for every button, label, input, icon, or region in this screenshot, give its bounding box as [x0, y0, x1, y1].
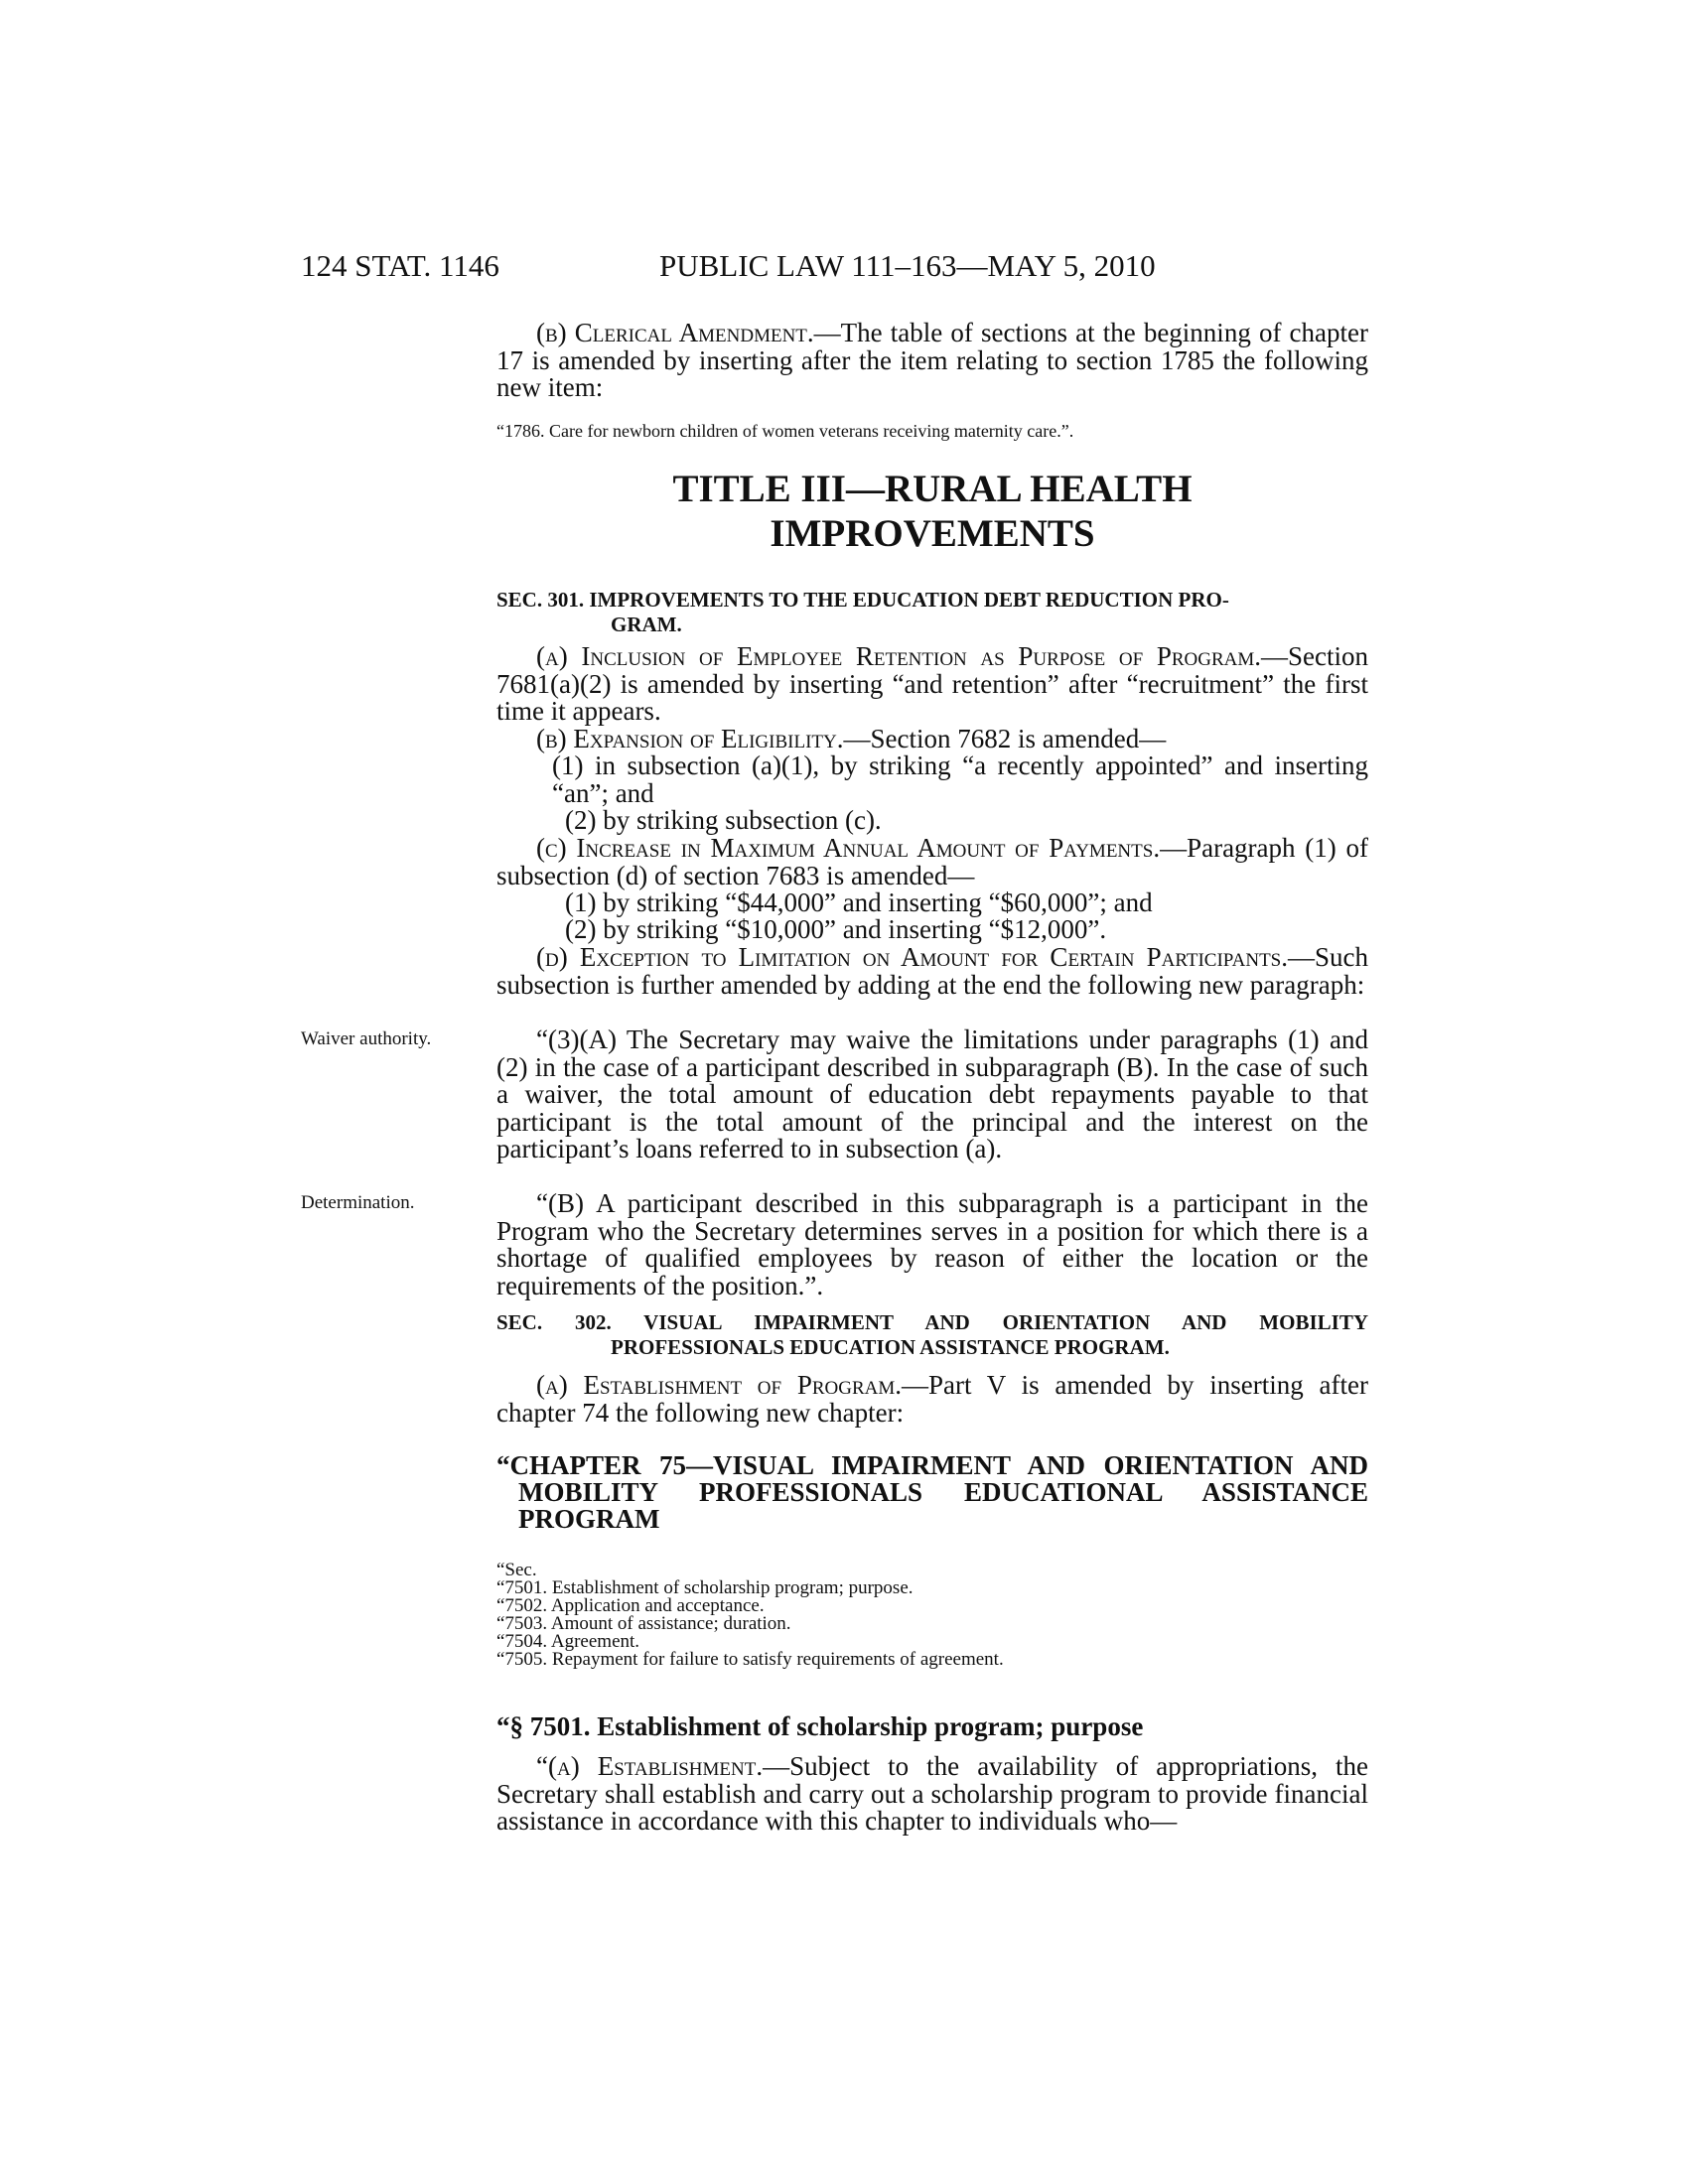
chapter75-toc: [496, 1562, 1368, 1669]
running-head: PUBLIC LAW 111–163—MAY 5, 2010: [659, 248, 1156, 283]
sec301-b2: (2) by striking subsection (c).: [565, 805, 882, 835]
sec301-a-heading: (a) Inclusion of Employee Retention as Purpose of Program.: [536, 641, 1261, 671]
sec301-a: [496, 643, 1368, 726]
toc-entry: “7502. Application and acceptance.: [496, 1595, 765, 1616]
sec301-c: [496, 835, 1368, 889]
sec301-c2: (2) by striking “$10,000” and inserting “$12,000”.: [565, 914, 1107, 944]
sec301-d: [496, 944, 1368, 999]
sec301-heading-line-1: SEC. 301. IMPROVEMENTS TO THE EDUCATION DEBT REDUCTION PRO-: [496, 588, 1229, 612]
section-7501-a-text: —Subject to the availability of appropriations, the Secretary shall establish and carry out a scholarship program to provide financial assistance in accordance with this chapter to individuals who—: [496, 1751, 1368, 1836]
margin-note-waiver: Waiver authority.: [301, 1028, 432, 1049]
title-line-2: IMPROVEMENTS: [770, 512, 1095, 555]
sec301-b1-text: (1) in subsection (a)(1), by striking “a recently appointed” and inserting “an”; and: [552, 751, 1368, 808]
clerical-heading: (b) Clerical Amendment.: [536, 318, 814, 347]
sec301-heading-line-2: GRAM.: [611, 613, 682, 636]
toc-entry: “Sec.: [496, 1560, 537, 1580]
title-line-1: TITLE III—RURAL HEALTH: [672, 468, 1193, 510]
toc-entry: “7501. Establishment of scholarship program; purpose.: [496, 1577, 914, 1598]
sec302-a: [496, 1372, 1368, 1427]
sec301-heading: [496, 588, 1368, 637]
chapter75-heading: [496, 1452, 1368, 1533]
sec302-a-text: —Part V is amended by inserting after chapter 74 the following new chapter:: [496, 1370, 1368, 1428]
sec301-a-text: —Section 7681(a)(2) is amended by inserting “and retention” after “recruitment” the first time it appears.: [496, 641, 1368, 726]
toc-entry: “7505. Repayment for failure to satisfy requirements of agreement.: [496, 1649, 1004, 1670]
sec302-heading-line-2: PROFESSIONALS EDUCATION ASSISTANCE PROGRAM.: [611, 1335, 1170, 1359]
sec301-b: [496, 726, 1368, 753]
sec301-c1: (1) by striking “$44,000” and inserting “$60,000”; and: [565, 887, 1153, 917]
sec302-heading: [496, 1310, 1368, 1360]
toc-entry: “7503. Amount of assistance; duration.: [496, 1613, 791, 1634]
sec301-c-heading: (c) Increase in Maximum Annual Amount of Payments.: [536, 833, 1161, 863]
chapter75-heading-text: “CHAPTER 75—VISUAL IMPAIRMENT AND ORIENTATION AND MOBILITY PROFESSIONALS EDUCATIONAL ASSISTANCE PROGRAM: [496, 1450, 1368, 1534]
clerical-text: —The table of sections at the beginning of chapter 17 is amended by inserting after the item relating to section 1785 the following new item:: [496, 318, 1369, 402]
title-heading: [496, 467, 1368, 556]
sec301-d-3B: “(B) A participant described in this subparagraph is a participant in the Program who the Secretary determines serves in a position for which there is a shortage of qualified employees by reason of either the location or the requirements of the position.”.: [496, 1188, 1368, 1300]
section-7501-heading: “§ 7501. Establishment of scholarship program; purpose: [496, 1711, 1144, 1741]
sec301-b1: [552, 752, 1368, 807]
section-7501-a-prefix: [536, 1751, 763, 1781]
sec302-a-heading: (a) Establishment of Program.: [536, 1370, 903, 1400]
sec302-heading-line-1: SEC. 302. VISUAL IMPAIRMENT AND ORIENTATION AND MOBILITY: [496, 1310, 1368, 1334]
sec301-b-text: —Section 7682 is amended—: [843, 724, 1167, 753]
margin-note-determination: Determination.: [301, 1192, 415, 1213]
section-7501-a: [496, 1753, 1368, 1836]
toc-entry: “7504. Agreement.: [496, 1631, 640, 1652]
sec301-b-heading: (b) Expansion of Eligibility.: [536, 724, 844, 753]
clerical-amendment: [496, 320, 1368, 402]
page-stat-citation: 124 STAT. 1146: [301, 248, 499, 283]
sec301-d-heading: (d) Exception to Limitation on Amount for Certain Participants.: [536, 942, 1288, 972]
sec301-d-3A: “(3)(A) The Secretary may waive the limitations under paragraphs (1) and (2) in the case of a participant described in subparagraph (B). In the case of such a waiver, the total amount of education debt repayments payable to that participant is the total amount of the principal and the interest on the participant’s loans referred to in subsection (a).: [496, 1024, 1368, 1163]
sec301-c-text: —Paragraph (1) of subsection (d) of section 7683 is amended—: [496, 833, 1368, 890]
clerical-item: “1786. Care for newborn children of women veterans receiving maternity care.”.: [496, 421, 1074, 441]
section-7501-a-heading: “(a) Establishment.: [536, 1751, 764, 1781]
sec301-d-text: —Such subsection is further amended by adding at the end the following new paragraph:: [496, 942, 1368, 1000]
